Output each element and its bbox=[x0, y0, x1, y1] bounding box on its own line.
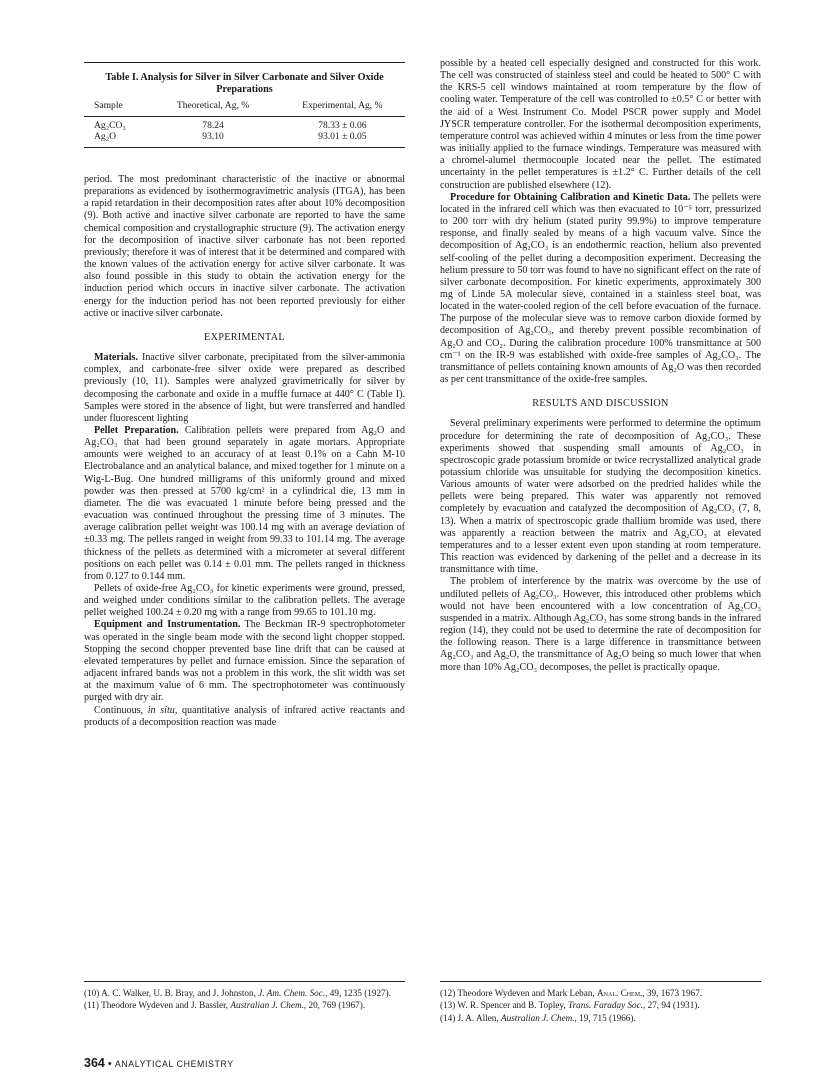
paragraph-procedure bbox=[440, 192, 761, 387]
section-heading-experimental: EXPERIMENTAL bbox=[204, 331, 285, 343]
footnote-journal: Anal. Chem. bbox=[597, 988, 643, 998]
table-cell: 93.01 ± 0.05 bbox=[318, 131, 367, 142]
table-1-grid bbox=[84, 100, 405, 147]
footnote-text: , 19, 715 (1966). bbox=[574, 1012, 636, 1023]
table-1 bbox=[84, 62, 405, 148]
table-cell: Ag₂CO₃ bbox=[94, 120, 126, 131]
paragraph-text: Continuous, bbox=[94, 704, 148, 716]
footnote-rule-right bbox=[440, 981, 761, 982]
paragraph: Pellets of oxide-free Ag₂CO₃ for kinetic experiments were ground, pressed, and weighed under conditions similar to the calibration pellets. The average pellet weighed 100.24 ± 0.20 mg with a range from 99.65 to 101.10 mg. bbox=[84, 583, 405, 619]
paragraph-equipment bbox=[84, 619, 405, 704]
paragraph: Several preliminary experiments were performed to determine the optimum procedure for determining the rate of decomposition of Ag₂CO₃. These experiments showed that suspending small amounts of Ag₂CO₃ in spectroscopic grade potassium bromide or twice recrystallized analytical grade potassium chloride was unsuitable for studying the decomposition kinetics. Various amounts of water were adsorbed on the predried halides while the pellets were being prepared. This water was apparently not removed completely by evacuation and catalyzed the decomposition of Ag₂CO₃ (7, 8, 13). When a matrix of spectroscopic grade thallium bromide was used, there was apparently a reaction between the matrix and Ag₂CO₃ at elevated temperatures and to a lesser extent even upon standing at room temperature. This reaction was evidenced by darkening of the pellet and a decrease in its transmittance with time. bbox=[440, 418, 761, 576]
runin-heading: Procedure for Obtaining Calibration and Kinetic Data. bbox=[450, 191, 691, 203]
paragraph: period. The most predominant characteristic of the inactive or abnormal preparations as evidenced by isothermogravimetric analysis (ITGA), has been a rapid retardation in their decomposition rates after about 10% decomposition (9). Both active and inactive silver carbonate are reported to have the same chemical composition and crystallographic structure (9). The activation energy for the decomposition of inactive silver carbonate has not been reported previously; therefore it was of interest that it be determined and compared with the known values of the activation energy for active silver carbonate. It was also found possible in this study to obtain the activation energy for the induction period which occurs in inactive silver carbonate. The activation energy for the induction period has not been reported previously for either active or inactive silver carbonate. bbox=[84, 174, 405, 319]
footnote-text: , 20, 769 (1967). bbox=[303, 1000, 366, 1011]
table-title: Table I. Analysis for Silver in Silver Carbonate and Silver Oxide Preparations bbox=[105, 72, 384, 95]
table-header-cell: Experimental, Ag, % bbox=[270, 100, 405, 117]
runin-heading: Equipment and Instrumentation. bbox=[94, 619, 241, 631]
italic-term: in situ bbox=[147, 704, 175, 716]
runin-heading: Pellet Preparation. bbox=[94, 424, 179, 436]
footnote-rule-left bbox=[84, 981, 405, 982]
footnote-text: , 49, 1235 (1927). bbox=[325, 988, 391, 998]
runin-heading: Materials. bbox=[94, 352, 139, 364]
paragraph-materials bbox=[84, 352, 405, 425]
journal-name: ANALYTICAL CHEMISTRY bbox=[114, 1059, 234, 1069]
footnote-text: , 39, 1673 1967. bbox=[642, 988, 703, 998]
table-row bbox=[84, 131, 405, 147]
footnote-text: (14) J. A. Allen, bbox=[440, 1012, 501, 1023]
footnote-journal: Australian J. Chem. bbox=[501, 1012, 575, 1023]
footnote-text: (12) Theodore Wydeven and Mark Leban, bbox=[440, 988, 598, 998]
paragraph: possible by a heated cell especially designed and constructed for this work. The cell was constructed of stainless steel and could be heated to 500° C with the KRS-5 cell windows maintained at room temperature by the flow of cooling water. Temperature of the cell was controlled to ±0.5° C or better with the aid of a West Instrument Co. Model PSCR power supply and Model JYSCR temperature controller. For the isothermal decomposition experiments, temperature control was achieved within 4 minutes or less from the time power was initially applied to the furnace windings. Temperature was measured with a chromel-alumel thermocouple located near the pellet. The estimated uncertainty in the pellet temperatures is ±1.2° C. Further details of the cell construction are published elsewhere (12). bbox=[440, 58, 761, 191]
footnote-text: (10) A. C. Walker, U. B. Bray, and J. Johnston, bbox=[84, 988, 259, 998]
page-number: 364 bbox=[84, 1056, 105, 1070]
paragraph: The problem of interference by the matrix was overcome by the use of undiluted pellets of Ag₂CO₃. However, this introduced other problems which would not have been encountered with a low concentration of Ag₂CO₃ suspended in a matrix. Although Ag₂CO₃ has some strong bands in the infrared region (14), they could not be used to determine the rate of decomposition for the following reason. There is a large difference in transmittance between Ag₂CO₃ and Ag₂O, the transmittance of Ag₂O being so much lower that when more than 10% Ag₂CO₃ decomposes, the pellet is practically opaque. bbox=[440, 576, 761, 673]
footnote-journal: Australian J. Chem. bbox=[230, 1000, 304, 1011]
table-cell: 78.33 ± 0.06 bbox=[318, 120, 367, 131]
table-header-row bbox=[84, 100, 405, 117]
paragraph-text: Inactive silver carbonate, precipitated from the silver-ammonia complex, and carbonate-free silver oxide were prepared as described previously (10, 11). Samples were analyzed gravimetrically for silver by decomposing the carbonate and oxide in a muffle furnace at 440° C (Table I). Samples were stored in the absence of light, but were transferred and handled under fluorescent lighting bbox=[84, 352, 405, 424]
paragraph-text: The Beckman IR-9 spectrophotometer was operated in the single beam mode with the second light chopper stopped. Stopping the second chopper prevented base line drift that can be caused at elevated temperatures by pellet and furnace emission. Since the separation of adjacent infrared bands was not a problem in this work, the slit width was set at the maximum value of 6 mm. The spectrophotometer was continuously purged with dry air. bbox=[84, 619, 406, 704]
footnote bbox=[84, 988, 405, 999]
paragraph-text: The pellets were located in the infrared cell which was then evacuated to 10⁻⁵ torr, pressurized to 200 torr with dry helium (stated purity 99.9%) to improve temperature response, and finally sealed by means of a high vacuum valve. Since the decomposition of Ag₂CO₃ is an endothermic reaction, helium also prevented self-cooling of the pellet during a decomposition experiment. Decreasing the helium pressure to 50 torr was found to have no significant effect on the rate of silver carbonate decomposition. For kinetic experiments, approximately 300 mg of Linde 5A molecular sieve, contained in a stainless steel boat, was located in the water-cooled region of the cell before evacuation of the furnace. The purpose of the molecular sieve was to remove carbon dioxide formed by decomposition of Ag₂CO₃, and thereby prevent possible recombination of Ag₂O and CO₂. During the calibration procedure 100% transmittance at 500 cm⁻¹ on the IR-9 was established with oxide-free samples of Ag₂CO₃. The transmittance of pellets containing known amounts of Ag₂O was then recorded as per cent transmittance of the oxide-free samples. bbox=[440, 191, 761, 386]
footnote-journal: Trans. Faraday Soc. bbox=[567, 1000, 644, 1011]
table-cell: Ag₂O bbox=[94, 131, 116, 142]
footnotes-left bbox=[84, 988, 405, 1013]
right-column bbox=[440, 58, 761, 674]
paragraph-text: Calibration pellets were prepared from Ag₂O and Ag₂CO₃ that had been ground separately in agate mortars. Appropriate amounts were weighed to an accuracy of at least 0.1% on a Cahn M-10 Electrobalance and an analytical balance, and mixed together for 1 minute on a Wig-L-Bug. One hundred milligrams of this uniformly ground and mixed powder was then pressed at 5700 kg/cm² in a cylindrical die, 13 mm in diameter. The die was evacuated 1 minute before being pressed and the evacuation was continued throughout the pressing time of 3 minutes. The average calibration pellet weight was 100.14 mg with an average deviation of ±0.33 mg. The pellets ranged in weight from 99.33 to 101.14 mg. The average thickness of the pellets as determined with a micrometer at several different positions on each pellet was 0.14 ± 0.01 mm. The pellets ranged in thickness from 0.127 to 0.144 mm. bbox=[84, 424, 405, 582]
paragraph-continuous bbox=[84, 705, 405, 729]
table-header-cell: Sample bbox=[84, 100, 146, 117]
footnote bbox=[84, 1000, 405, 1011]
left-column bbox=[84, 58, 405, 729]
table-row bbox=[84, 117, 405, 132]
footnote-text: (11) Theodore Wydeven and J. Bassler, bbox=[84, 1000, 231, 1011]
table-cell: 93.10 bbox=[202, 131, 224, 142]
footnote bbox=[440, 1013, 761, 1024]
section-heading-results: RESULTS AND DISCUSSION bbox=[532, 398, 669, 410]
footnote bbox=[440, 988, 761, 999]
paragraph-pellet bbox=[84, 425, 405, 583]
footnote-journal: J. Am. Chem. Soc. bbox=[258, 988, 326, 998]
footnote-text: (13) W. R. Spencer and B. Topley, bbox=[440, 1000, 568, 1011]
footer-separator: • bbox=[107, 1058, 112, 1070]
table-cell: 78.24 bbox=[202, 120, 224, 131]
table-header-cell: Theoretical, Ag, % bbox=[146, 100, 269, 117]
footnote-text: , 27, 94 (1931). bbox=[643, 1000, 700, 1011]
footnotes-right bbox=[440, 988, 761, 1025]
table-top-rule bbox=[84, 62, 405, 63]
page-footer bbox=[84, 1056, 234, 1070]
footnote bbox=[440, 1000, 761, 1011]
paragraph-text: , quantitative analysis of infrared active reactants and products of a decomposition reaction was made bbox=[84, 704, 405, 728]
